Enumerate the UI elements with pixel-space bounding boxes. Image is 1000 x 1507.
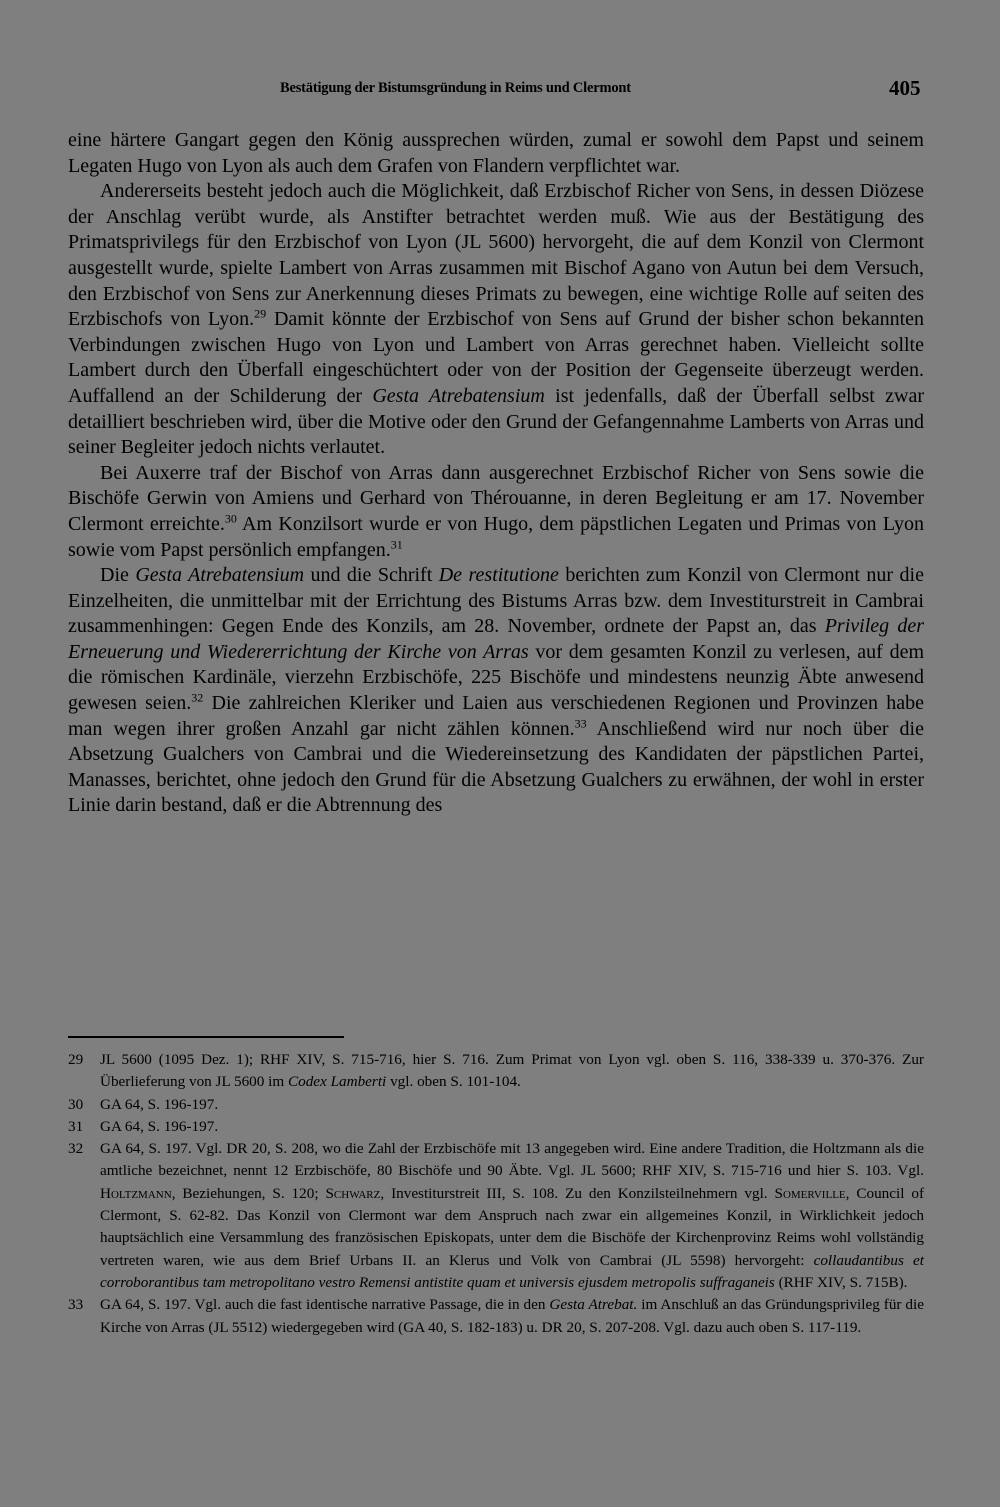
footnote-31	[68, 1116, 924, 1138]
footnote-text: (RHF XIV, S. 715B).	[774, 1273, 908, 1291]
italic-title: Codex Lamberti	[287, 1073, 387, 1091]
footnote-number: 33	[68, 1296, 84, 1314]
footnote-33	[68, 1294, 924, 1339]
footnote-30	[68, 1094, 924, 1116]
footnote-ref-32[interactable]: 32	[191, 690, 204, 705]
footnote-ref-33[interactable]: 33	[574, 716, 587, 730]
paragraph-text: Bei Auxerre traf der Bischof von Arras dann ausgerechnet Erzbischof Richer von Sens sowie die Bischöfe Gerwin von Amiens und Gerhard von Thérouanne, in deren Begleitung er am 17. November Clermont erreichte.	[68, 461, 924, 535]
author-name: Somerville	[774, 1184, 846, 1202]
footnote-text: , Beziehungen, S. 120;	[171, 1184, 326, 1202]
paragraph-text: Anschließend wird nur noch über die Absetzung Gualchers von Cambrai und die Wiedereinsetzung des Kandidaten der päpstlichen Partei, Manasses, berichtet, ohne jedoch den Grund für die Absetzung Gualchers zu erwähnen, der wohl in erster Linie darin bestand, daß er die Abtrennung des	[68, 717, 924, 817]
footnote-text: GA 64, S. 197. Vgl. auch die fast identische narrative Passage, die in den	[100, 1296, 550, 1314]
footnote-text: , Investiturstreit III, S. 108. Zu den Konzilsteilnehmern vgl.	[380, 1184, 775, 1202]
paragraph-text: Damit könnte der Erzbischof von Sens auf Grund der bisher schon bekannten Verbindungen zwischen Hugo von Lyon und Lambert von Arras gerechnet haben. Vielleicht sollte Lambert durch den Überfall eingeschüchtert oder von der Position der Gegenseite überzeugt werden. Auffallend an der Schilderung der	[68, 308, 925, 407]
author-name: Holtzmann	[100, 1184, 172, 1202]
italic-title: Gesta Atrebatensium	[372, 384, 545, 407]
author-name: Schwarz	[325, 1184, 381, 1202]
paragraph-text: ist jedenfalls, daß der Überfall selbst zwar detailliert beschrieben wird, über die Motive oder den Grund der Gefangennahme Lamberts von Arras und seiner Begleiter jedoch nichts verlautet.	[68, 384, 924, 459]
footnote-number: 29	[68, 1051, 84, 1068]
paragraph-text: Die	[100, 564, 136, 587]
paragraph-1	[68, 128, 924, 179]
paragraph-text: Die zahlreichen Kleriker und Laien aus verschiedenen Regionen und Provinzen habe man wegen ihrer großen Anzahl gar nicht zählen können.	[68, 692, 924, 740]
italic-title: Gesta Atrebat.	[549, 1296, 638, 1314]
paragraph-2	[68, 179, 924, 461]
italic-title: Gesta Atrebatensium	[135, 564, 305, 587]
footnote-text: GA 64, S. 197. Vgl. DR 20, S. 208, wo die Zahl der Erzbischöfe mit 13 angegeben wird. Eine andere Tradition, die Holtzmann als die amtliche bezeichnet, nennt 12 Erzbischöfe, 80 Bischöfe und 90 Äbte. Vgl. JL 5600; RHF XIV, S. 715-716 und hier S. 103. Vgl.	[100, 1140, 924, 1180]
footnote-text: JL 5600 (1095 Dez. 1); RHF XIV, S. 715-716, hier S. 716. Zum Primat von Lyon vgl. oben S. 116, 338-339 u. 370-376. Zur Überlieferung von JL 5600 im	[100, 1051, 924, 1091]
italic-title: De restitutione	[438, 564, 559, 587]
footnote-text: GA 64, S. 196-197.	[100, 1095, 219, 1113]
footnote-number: 31	[68, 1117, 84, 1135]
footnote-text: vgl. oben S. 101-104.	[386, 1073, 521, 1091]
footnote-ref-31[interactable]: 31	[390, 536, 403, 551]
paragraph-text: Am Konzilsort wurde er von Hugo, dem päpstlichen Legaten und Primas von Lyon sowie vom Papst persönlich empfangen.	[68, 512, 924, 561]
footnote-divider	[68, 1036, 344, 1038]
paragraph-text: eine härtere Gangart gegen den König aussprechen würden, zumal er sowohl dem Papst und seinem Legaten Hugo von Lyon als auch dem Grafen von Flandern verpflichtet war.	[68, 129, 924, 177]
footnote-ref-30[interactable]: 30	[224, 511, 237, 526]
paragraph-text: berichten zum Konzil von Clermont nur die Einzelheiten, die unmittelbar mit der Errichtung des Bistums Arras bzw. dem Investiturstreit in Cambrai zusammenhingen: Gegen Ende des Konzils, am 28. November, ordnete der Papst an, das	[68, 564, 924, 638]
latin-quote: collaudantibus et corroborantibus tam metropolitano vestro Remensi antistite quam et universis ejusdem metropolis suffraganeis	[100, 1251, 924, 1291]
footnote-ref-29[interactable]: 29	[254, 306, 267, 321]
paragraph-text: und die Schrift	[304, 564, 439, 587]
page-number: 405	[889, 76, 921, 100]
paragraph-3	[68, 461, 924, 563]
footnote-text: im Anschluß an das Gründungsprivileg für die Kirche von Arras (JL 5512) wiedergegeben wird (GA 40, S. 182-183) u. DR 20, S. 207-208. Vgl. dazu auch oben S. 117-119.	[100, 1296, 924, 1336]
footnote-number: 32	[68, 1140, 84, 1158]
running-head	[0, 76, 1000, 102]
footnotes	[68, 1049, 924, 1339]
footnote-text: , Council of Clermont, S. 62-82. Das Konzil von Clermont war dem Anspruch nach zwar ein allgemeines Konzil, in Wirklichkeit jedoch hauptsächlich eine Versammlung des französischen Episkopats, unter dem die Bischöfe der Kirchenprovinz Reims wohl vollständig vertreten waren, wie aus dem Brief Urbans II. an Klerus und Volk von Cambrai (JL 5598) hervorgeht:	[100, 1184, 925, 1269]
italic-title: Privileg der Erneuerung und Wiedererrichtung der Kirche von Arras	[68, 615, 924, 663]
running-title: Bestätigung der Bistumsgründung in Reims und Clermont	[280, 80, 631, 96]
footnote-29	[68, 1049, 924, 1094]
footnote-text: GA 64, S. 196-197.	[100, 1117, 219, 1135]
paragraph-text: Andererseits besteht jedoch auch die Möglichkeit, daß Erzbischof Richer von Sens, in dessen Diözese der Anschlag verübt wurde, als Anstifter betrachtet werden muß. Wie aus der Bestätigung des Primatsprivilegs für den Erzbischof von Lyon (JL 5600) hervorgeht, die auf dem Konzil von Clermont ausgestellt wurde, spielte Lambert von Arras zusammen mit Bischof Agano von Autun bei dem Versuch, den Erzbischof von Sens zur Anerkennung dieses Primats zu bewegen, eine wichtige Rolle auf seiten des Erzbischofs von Lyon.	[68, 180, 924, 331]
footnote-number: 30	[68, 1095, 84, 1113]
footnote-32	[68, 1138, 924, 1294]
paragraph-4	[68, 563, 924, 819]
paragraph-text: vor dem gesamten Konzil zu verlesen, auf dem die römischen Kardinäle, vierzehn Erzbischöfe, 225 Bischöfe und mindestens neunzig Äbte anwesend gewesen seien.	[68, 640, 924, 715]
body-text	[68, 128, 924, 819]
